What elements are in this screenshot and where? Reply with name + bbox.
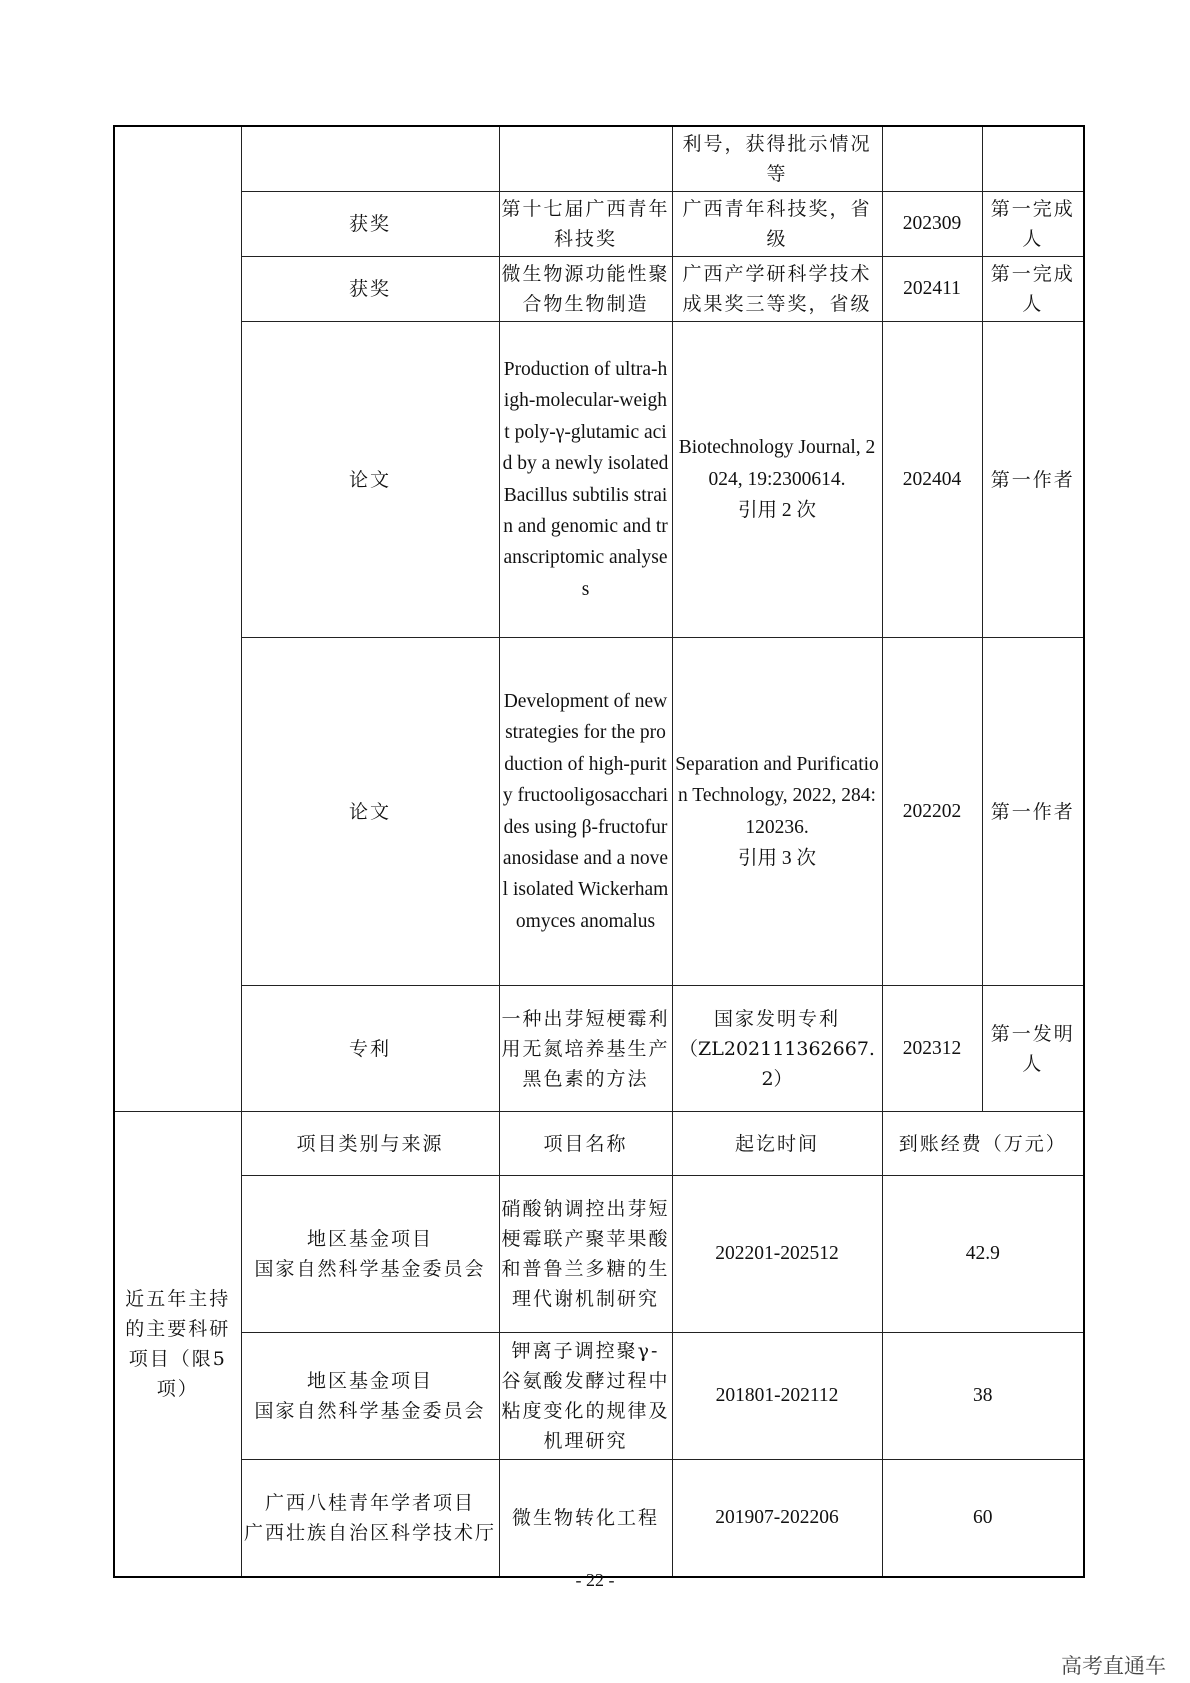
achievement-role: 第一发明人 xyxy=(982,986,1084,1112)
project-period: 201801-202112 xyxy=(672,1333,882,1460)
table-row xyxy=(114,1460,1084,1577)
achievement-detail: 广西青年科技奖，省级 xyxy=(672,192,882,257)
project-funding: 60 xyxy=(882,1460,1084,1577)
project-category xyxy=(241,1333,499,1460)
patent-number: （ZL202111362667.2） xyxy=(679,1037,875,1090)
table-row xyxy=(114,257,1084,322)
achievement-role: 第一完成人 xyxy=(982,192,1084,257)
citation-count: 引用 2 次 xyxy=(737,500,816,522)
citation-count: 引用 3 次 xyxy=(737,847,816,869)
project-name: 硝酸钠调控出芽短梗霉联产聚苹果酸和普鲁兰多糖的生理代谢机制研究 xyxy=(499,1176,672,1333)
achievement-detail xyxy=(672,322,882,638)
achievement-role: 第一完成人 xyxy=(982,257,1084,322)
project-category xyxy=(241,1460,499,1577)
continuation-row xyxy=(114,126,1084,192)
header-category: 项目类别与来源 xyxy=(241,1112,499,1176)
projects-header-row xyxy=(114,1112,1084,1176)
paper-title: Production of ultra-high-molecular-weight poly-γ-glutamic acid by a newly isolated Bacillus subtilis strain and genomic and transcriptomic analyses xyxy=(499,322,672,638)
header-period: 起讫时间 xyxy=(672,1112,882,1176)
journal-info: Separation and Purification Technology, 2022, 284: 120236. xyxy=(675,753,879,838)
page-number: - 22 - xyxy=(575,1570,615,1590)
table-row xyxy=(114,638,1084,986)
continuation-text: 利号，获得批示情况等 xyxy=(672,126,882,192)
project-funding: 42.9 xyxy=(882,1176,1084,1333)
patent-kind: 国家发明专利 xyxy=(713,1007,840,1030)
project-type: 地区基金项目 xyxy=(306,1228,433,1250)
table-row xyxy=(114,192,1084,257)
header-name: 项目名称 xyxy=(499,1112,672,1176)
project-source: 国家自然科学基金委员会 xyxy=(254,1258,486,1280)
achievement-role: 第一作者 xyxy=(982,638,1084,986)
project-funding: 38 xyxy=(882,1333,1084,1460)
project-type: 广西八桂青年学者项目 xyxy=(264,1491,475,1514)
project-source: 广西壮族自治区科学技术厅 xyxy=(243,1521,496,1544)
achievement-detail xyxy=(672,986,882,1112)
project-name: 钾离子调控聚γ-谷氨酸发酵过程中粘度变化的规律及机理研究 xyxy=(499,1333,672,1460)
achievement-type: 专利 xyxy=(241,986,499,1112)
achievement-date: 202312 xyxy=(882,986,982,1112)
project-category xyxy=(241,1176,499,1333)
achievements-table xyxy=(113,125,1085,1578)
achievement-date: 202309 xyxy=(882,192,982,257)
table-row xyxy=(114,1333,1084,1460)
table-row xyxy=(114,1176,1084,1333)
project-name: 微生物转化工程 xyxy=(499,1460,672,1577)
achievement-date: 202404 xyxy=(882,322,982,638)
journal-info: Biotechnology Journal, 2024, 19:2300614. xyxy=(678,437,876,490)
achievement-detail xyxy=(672,638,882,986)
achievement-role: 第一作者 xyxy=(982,322,1084,638)
paper-title: Development of new strategies for the production of high-purity fructooligosaccharides using β-fructofuranosidase and a novel isolated Wickerhamomyces anomalus xyxy=(499,638,672,986)
project-period: 202201-202512 xyxy=(672,1176,882,1333)
achievement-type: 论文 xyxy=(241,322,499,638)
project-period: 201907-202206 xyxy=(672,1460,882,1577)
achievement-detail: 广西产学研科学技术成果奖三等奖，省级 xyxy=(672,257,882,322)
achievement-type: 获奖 xyxy=(241,257,499,322)
project-type: 地区基金项目 xyxy=(306,1370,433,1392)
table-row xyxy=(114,322,1084,638)
table-row xyxy=(114,986,1084,1112)
achievement-name: 第十七届广西青年科技奖 xyxy=(499,192,672,257)
achievement-date: 202411 xyxy=(882,257,982,322)
achievement-name: 微生物源功能性聚合物生物制造 xyxy=(499,257,672,322)
section-label-cell xyxy=(114,126,241,1112)
achievement-date: 202202 xyxy=(882,638,982,986)
project-source: 国家自然科学基金委员会 xyxy=(254,1400,486,1422)
header-funding: 到账经费（万元） xyxy=(882,1112,1084,1176)
achievement-type: 论文 xyxy=(241,638,499,986)
achievement-type: 获奖 xyxy=(241,192,499,257)
projects-section-label: 近五年主持的主要科研项目（限5项） xyxy=(114,1112,241,1577)
watermark-text: 高考直通车 xyxy=(1061,1654,1166,1678)
patent-title: 一种出芽短梗霉利用无氮培养基生产黑色素的方法 xyxy=(499,986,672,1112)
